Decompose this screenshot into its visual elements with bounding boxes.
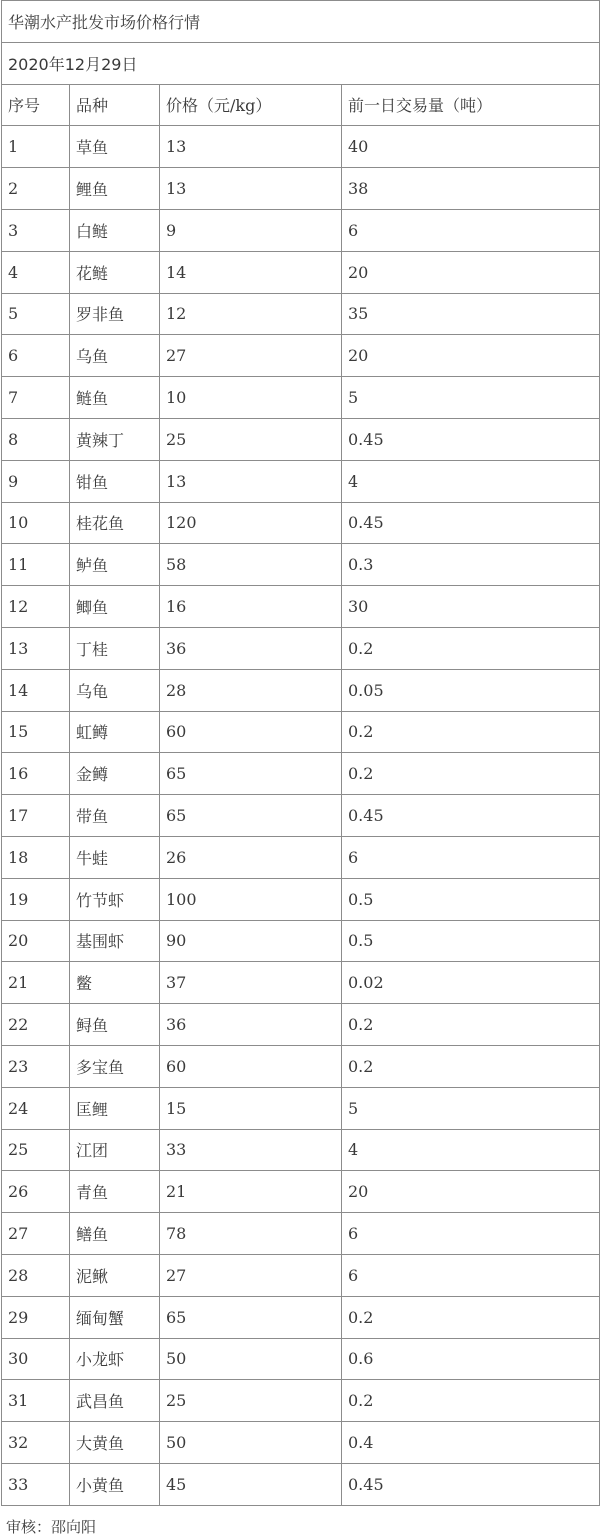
row-variety: 武昌鱼 <box>70 1380 160 1422</box>
row-price: 9 <box>160 209 342 251</box>
reviewer-note: 审核：邵向阳 <box>6 1518 97 1534</box>
report-date: 2020年12月29日 <box>2 42 600 84</box>
row-index: 4 <box>2 251 70 293</box>
row-index: 26 <box>2 1171 70 1213</box>
table-row <box>2 502 600 544</box>
row-price: 13 <box>160 126 342 168</box>
row-index: 3 <box>2 209 70 251</box>
row-price: 50 <box>160 1338 342 1380</box>
row-price: 100 <box>160 878 342 920</box>
row-variety: 小黄鱼 <box>70 1463 160 1505</box>
row-volume: 0.45 <box>342 502 600 544</box>
row-price: 25 <box>160 418 342 460</box>
row-volume: 0.2 <box>342 753 600 795</box>
row-index: 7 <box>2 377 70 419</box>
row-variety: 鳖 <box>70 962 160 1004</box>
row-index: 11 <box>2 544 70 586</box>
row-index: 20 <box>2 920 70 962</box>
row-volume: 4 <box>342 460 600 502</box>
row-index: 12 <box>2 586 70 628</box>
row-volume: 0.2 <box>342 1004 600 1046</box>
row-volume: 0.45 <box>342 1463 600 1505</box>
row-variety: 白鲢 <box>70 209 160 251</box>
row-variety: 小龙虾 <box>70 1338 160 1380</box>
row-price: 90 <box>160 920 342 962</box>
row-index: 33 <box>2 1463 70 1505</box>
row-price: 27 <box>160 335 342 377</box>
row-volume: 0.45 <box>342 795 600 837</box>
row-variety: 乌鱼 <box>70 335 160 377</box>
row-index: 19 <box>2 878 70 920</box>
row-index: 15 <box>2 711 70 753</box>
row-variety: 金鳟 <box>70 753 160 795</box>
row-volume: 5 <box>342 377 600 419</box>
table-row <box>2 1463 600 1505</box>
row-price: 65 <box>160 1296 342 1338</box>
table-row <box>2 920 600 962</box>
row-volume: 0.5 <box>342 920 600 962</box>
table-row <box>2 1004 600 1046</box>
row-price: 60 <box>160 711 342 753</box>
row-price: 36 <box>160 1004 342 1046</box>
row-variety: 竹节虾 <box>70 878 160 920</box>
row-index: 32 <box>2 1422 70 1464</box>
row-variety: 鲢鱼 <box>70 377 160 419</box>
row-index: 27 <box>2 1213 70 1255</box>
table-row <box>2 544 600 586</box>
table-row <box>2 1045 600 1087</box>
row-price: 60 <box>160 1045 342 1087</box>
table-row <box>2 1296 600 1338</box>
row-variety: 牛蛙 <box>70 836 160 878</box>
row-volume: 0.05 <box>342 669 600 711</box>
table-row <box>2 1213 600 1255</box>
row-index: 23 <box>2 1045 70 1087</box>
row-index: 5 <box>2 293 70 335</box>
table-row <box>2 1338 600 1380</box>
table-row <box>2 1087 600 1129</box>
table-row <box>2 1171 600 1213</box>
row-price: 26 <box>160 836 342 878</box>
row-volume: 0.6 <box>342 1338 600 1380</box>
row-index: 17 <box>2 795 70 837</box>
header-variety: 品种 <box>70 84 160 126</box>
row-volume: 40 <box>342 126 600 168</box>
table-row <box>2 962 600 1004</box>
row-volume: 0.2 <box>342 711 600 753</box>
row-volume: 20 <box>342 1171 600 1213</box>
row-price: 37 <box>160 962 342 1004</box>
row-variety: 草鱼 <box>70 126 160 168</box>
row-variety: 多宝鱼 <box>70 1045 160 1087</box>
table-row <box>2 293 600 335</box>
table-row <box>2 627 600 669</box>
row-index: 2 <box>2 168 70 210</box>
row-price: 78 <box>160 1213 342 1255</box>
row-volume: 38 <box>342 168 600 210</box>
row-volume: 0.2 <box>342 1296 600 1338</box>
row-index: 24 <box>2 1087 70 1129</box>
row-volume: 0.5 <box>342 878 600 920</box>
table-row <box>2 1422 600 1464</box>
row-index: 14 <box>2 669 70 711</box>
row-index: 31 <box>2 1380 70 1422</box>
table-row <box>2 251 600 293</box>
row-index: 25 <box>2 1129 70 1171</box>
row-variety: 大黄鱼 <box>70 1422 160 1464</box>
row-price: 13 <box>160 460 342 502</box>
row-variety: 带鱼 <box>70 795 160 837</box>
row-variety: 青鱼 <box>70 1171 160 1213</box>
row-variety: 鳝鱼 <box>70 1213 160 1255</box>
table-row <box>2 795 600 837</box>
row-price: 65 <box>160 795 342 837</box>
row-index: 16 <box>2 753 70 795</box>
row-variety: 基围虾 <box>70 920 160 962</box>
row-volume: 35 <box>342 293 600 335</box>
row-index: 13 <box>2 627 70 669</box>
row-price: 25 <box>160 1380 342 1422</box>
row-variety: 黄辣丁 <box>70 418 160 460</box>
row-volume: 0.2 <box>342 1380 600 1422</box>
row-variety: 匡鲤 <box>70 1087 160 1129</box>
row-volume: 0.2 <box>342 1045 600 1087</box>
row-index: 6 <box>2 335 70 377</box>
header-volume: 前一日交易量（吨） <box>342 84 600 126</box>
row-variety: 泥鳅 <box>70 1254 160 1296</box>
table-row <box>2 377 600 419</box>
table-row <box>2 1254 600 1296</box>
row-index: 10 <box>2 502 70 544</box>
table-row <box>2 878 600 920</box>
row-index: 18 <box>2 836 70 878</box>
header-index: 序号 <box>2 84 70 126</box>
table-row <box>2 126 600 168</box>
row-volume: 5 <box>342 1087 600 1129</box>
table-row <box>2 460 600 502</box>
row-price: 50 <box>160 1422 342 1464</box>
row-price: 27 <box>160 1254 342 1296</box>
row-variety: 鲟鱼 <box>70 1004 160 1046</box>
row-index: 1 <box>2 126 70 168</box>
row-variety: 鲫鱼 <box>70 586 160 628</box>
row-volume: 0.4 <box>342 1422 600 1464</box>
row-index: 29 <box>2 1296 70 1338</box>
table-row <box>2 753 600 795</box>
row-volume: 6 <box>342 1213 600 1255</box>
row-variety: 缅甸蟹 <box>70 1296 160 1338</box>
row-price: 45 <box>160 1463 342 1505</box>
row-volume: 4 <box>342 1129 600 1171</box>
row-price: 33 <box>160 1129 342 1171</box>
row-variety: 鲤鱼 <box>70 168 160 210</box>
row-variety: 江团 <box>70 1129 160 1171</box>
row-price: 13 <box>160 168 342 210</box>
row-volume: 30 <box>342 586 600 628</box>
row-index: 8 <box>2 418 70 460</box>
row-price: 15 <box>160 1087 342 1129</box>
row-price: 65 <box>160 753 342 795</box>
row-index: 22 <box>2 1004 70 1046</box>
table-row <box>2 418 600 460</box>
row-volume: 6 <box>342 1254 600 1296</box>
row-variety: 罗非鱼 <box>70 293 160 335</box>
row-volume: 0.3 <box>342 544 600 586</box>
row-variety: 鲈鱼 <box>70 544 160 586</box>
row-index: 9 <box>2 460 70 502</box>
row-index: 30 <box>2 1338 70 1380</box>
row-price: 28 <box>160 669 342 711</box>
row-index: 21 <box>2 962 70 1004</box>
row-variety: 钳鱼 <box>70 460 160 502</box>
table-row <box>2 168 600 210</box>
table-row <box>2 209 600 251</box>
row-variety: 丁桂 <box>70 627 160 669</box>
row-price: 14 <box>160 251 342 293</box>
table-row <box>2 711 600 753</box>
row-price: 10 <box>160 377 342 419</box>
price-table-body <box>2 1 600 1506</box>
table-row <box>2 669 600 711</box>
table-row <box>2 335 600 377</box>
row-variety: 乌龟 <box>70 669 160 711</box>
row-volume: 6 <box>342 209 600 251</box>
row-price: 120 <box>160 502 342 544</box>
row-volume: 20 <box>342 335 600 377</box>
row-variety: 花鲢 <box>70 251 160 293</box>
row-price: 12 <box>160 293 342 335</box>
row-volume: 0.02 <box>342 962 600 1004</box>
market-title: 华潮水产批发市场价格行情 <box>2 1 600 43</box>
header-row <box>2 84 600 126</box>
header-price: 价格（元/kg） <box>160 84 342 126</box>
row-price: 58 <box>160 544 342 586</box>
row-volume: 0.45 <box>342 418 600 460</box>
price-table <box>1 0 600 1506</box>
row-price: 16 <box>160 586 342 628</box>
row-variety: 桂花鱼 <box>70 502 160 544</box>
row-index: 28 <box>2 1254 70 1296</box>
row-volume: 0.2 <box>342 627 600 669</box>
table-row <box>2 586 600 628</box>
title-row <box>2 1 600 43</box>
row-variety: 虹鳟 <box>70 711 160 753</box>
table-row <box>2 1380 600 1422</box>
row-volume: 6 <box>342 836 600 878</box>
row-volume: 20 <box>342 251 600 293</box>
date-row <box>2 42 600 84</box>
table-row <box>2 1129 600 1171</box>
row-price: 21 <box>160 1171 342 1213</box>
row-price: 36 <box>160 627 342 669</box>
table-row <box>2 836 600 878</box>
